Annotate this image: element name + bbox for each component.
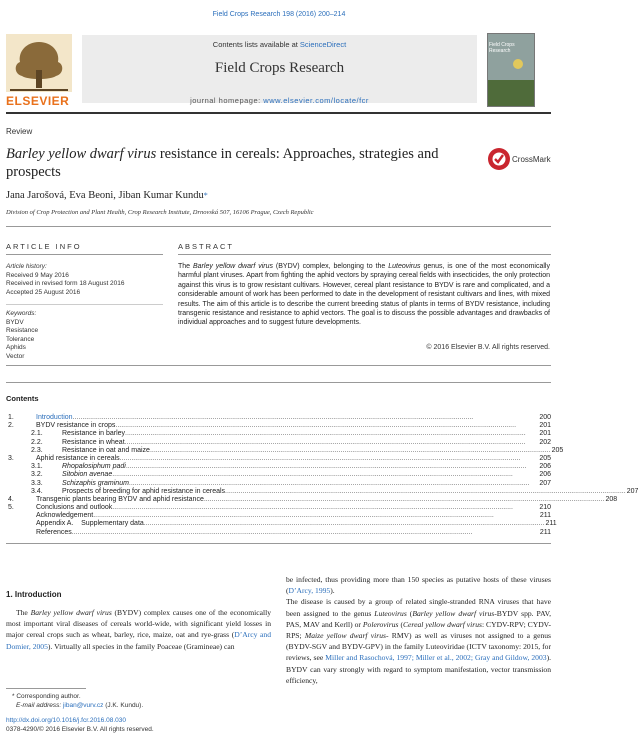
article-type: Review [6, 127, 33, 136]
toc-leader: .............................................................................................................................................................................................................. [203, 495, 605, 503]
contents-heading: Contents [6, 394, 39, 403]
journal-reference[interactable]: Field Crops Research 198 (2016) 200–214 [212, 11, 346, 18]
abstract-part: (BYDV) complex, belonging to the [272, 263, 389, 270]
abstract-italic: Luteovirus [388, 263, 421, 270]
toc-page: 206 [539, 463, 551, 471]
cover-title-text: Field Crops Research [489, 42, 515, 54]
toc-page: 211 [539, 528, 551, 536]
toc-item[interactable] [6, 446, 564, 455]
text-run: ). BYDV can vary strongly with regard to symptom manifestation, vector transmission efficiency, [286, 653, 551, 685]
toc-page: 211 [545, 520, 557, 528]
toc-title[interactable]: BYDV resistance in crops [36, 422, 116, 430]
text-run: Maize yellow dwarf virus [304, 631, 386, 641]
journal-homepage-line [82, 96, 477, 105]
toc-leader: .............................................................................................................................................................................................................. [124, 438, 526, 446]
contents-bottom-rule [6, 543, 551, 544]
toc-page: 201 [539, 422, 551, 430]
toc-title[interactable]: Resistance in oat and maize [62, 446, 150, 454]
citation-link[interactable]: D’Arcy, 1995 [288, 586, 331, 596]
header-divider [6, 112, 551, 114]
abstract-part: The [178, 263, 193, 270]
toc-item[interactable] [6, 495, 618, 504]
toc-item[interactable] [6, 463, 551, 471]
toc-title[interactable]: References [36, 528, 72, 536]
intro-left-column [6, 607, 271, 652]
toc-number [6, 512, 36, 520]
toc-number: 3.1. [31, 463, 43, 471]
toc-item[interactable] [6, 504, 551, 512]
history-received: Received 9 May 2016 [6, 271, 69, 279]
toc-item[interactable] [6, 422, 551, 430]
table-of-contents [6, 414, 638, 537]
abstract-italic: Barley yellow dwarf virus [193, 263, 273, 270]
toc-leader: .............................................................................................................................................................................................................. [128, 479, 530, 487]
footnote-corresponding: * Corresponding author. [12, 693, 81, 700]
toc-title[interactable]: Schizaphis graminum [62, 479, 129, 487]
toc-leader: .............................................................................................................................................................................................................. [93, 512, 494, 520]
sciencedirect-link[interactable]: ScienceDirect [299, 40, 347, 49]
toc-item[interactable] [6, 414, 551, 422]
intro-right-column [286, 574, 551, 686]
toc-page: 202 [539, 438, 551, 446]
footnote-email-line [6, 701, 276, 710]
toc-item[interactable] [6, 529, 551, 537]
keyword-item: Vector [6, 352, 25, 360]
text-run: : CYDV-RPV; CYDV-RPS; [286, 619, 551, 641]
toc-number [6, 520, 36, 528]
toc-page: 207 [539, 479, 551, 487]
text-run: The [16, 608, 31, 617]
toc-title[interactable]: Resistance in wheat [62, 438, 125, 446]
text-run: (BYDV) complex causes one of the economically most important viral diseases of cereals world-wide, with significant yield losses in major cereal crops such as wheat, barley, rice, maize, oat and rye-grass ( [6, 608, 271, 640]
history-label: Article history: [6, 263, 47, 270]
issn-line: 0378-4290/© 2016 Elsevier B.V. All rights reserved. [6, 726, 154, 733]
toc-item[interactable] [6, 471, 551, 479]
toc-number: 3.2. [31, 471, 43, 479]
citation-link[interactable]: Miller and Rasochová, 1997; Miller et al., 2002; Gray and Gildow, 2003 [325, 653, 547, 663]
email-label: E-mail address: [16, 702, 63, 709]
journal-title: Field Crops Research [214, 60, 345, 76]
text-run: -BYDV spp. PAV, PAS, MAV and Kerll) or [286, 608, 551, 629]
keyword-item: Tolerance [6, 335, 35, 343]
toc-page: 205 [539, 454, 551, 462]
toc-number: 3.3. [31, 479, 43, 487]
toc-leader: .............................................................................................................................................................................................................. [119, 454, 521, 462]
toc-leader: .............................................................................................................................................................................................................. [149, 446, 551, 454]
text-run: - RMV) as well as viruses not assigned to a genus (BYDV-SGV and BYDV-GPV) in the family Luteoviridae (ICTV taxonomy: 2015, for reviews, see [286, 631, 551, 663]
text-run: Barley yellow dwarf virus [412, 608, 495, 618]
text-run: ( [398, 619, 403, 629]
abstract-text [178, 262, 550, 328]
toc-number: 2.2. [31, 438, 43, 446]
history-accepted: Accepted 25 August 2016 [6, 288, 81, 296]
article-info-rule [6, 254, 163, 255]
toc-item[interactable] [6, 487, 638, 496]
toc-number: 2.3. [31, 446, 43, 454]
crossmark-label: CrossMark [512, 155, 551, 164]
toc-title[interactable]: Acknowledgement [36, 512, 94, 520]
text-run: ( [406, 608, 413, 618]
email-suffix: (J.K. Kundu). [103, 702, 144, 709]
article-title-italic: Barley yellow dwarf virus [6, 146, 157, 162]
homepage-link[interactable]: www.elsevier.com/locate/fcr [263, 96, 369, 105]
toc-item[interactable] [6, 455, 551, 463]
toc-number: 2. [8, 422, 14, 430]
toc-leader: .............................................................................................................................................................................................................. [225, 487, 626, 495]
toc-title[interactable]: Resistance in barley [62, 430, 126, 438]
toc-title[interactable]: Conclusions and outlook [36, 504, 113, 512]
keyword-item: Resistance [6, 327, 39, 334]
meta-divider [6, 226, 551, 227]
footnotes [6, 692, 276, 734]
article-info-heading: ARTICLE INFO [6, 242, 82, 251]
toc-number: 4. [8, 495, 14, 503]
toc-leader: .............................................................................................................................................................................................................. [125, 430, 526, 438]
toc-number: 1. [8, 414, 14, 421]
toc-number: 5. [8, 504, 14, 512]
contents-top-rule [6, 382, 551, 383]
toc-page: 207 [626, 487, 638, 495]
toc-title[interactable]: Sitobion avenae [62, 471, 113, 479]
toc-page: 208 [605, 495, 618, 503]
text-run: Barley yellow dwarf virus [30, 608, 112, 617]
article-title [6, 145, 466, 181]
text-run: be infected, thus providing more than 150 species as putative hosts of these viruses ( [286, 575, 551, 596]
citation-link[interactable]: D’Arcy and Domier, 2005 [6, 630, 271, 651]
text-run: Luteovirus [374, 608, 407, 618]
toc-page: 210 [539, 504, 551, 512]
toc-item[interactable] [6, 480, 551, 488]
keywords-label: Keywords: [6, 310, 37, 317]
toc-number [6, 529, 36, 537]
toc-title[interactable]: Rhopalosiphum padi [62, 463, 126, 471]
text-run: ). The disease is caused by a group of related single-stranded RNA viruses that have been assigned to the genus [286, 586, 551, 618]
crossmark-badge[interactable] [487, 145, 551, 173]
toc-title[interactable]: Transgenic plants bearing BYDV and aphid resistance [36, 495, 204, 503]
toc-title[interactable]: Introduction [36, 414, 73, 421]
toc-leader: .............................................................................................................................................................................................................. [72, 414, 474, 421]
text-run: Polerovirus [362, 619, 399, 629]
toc-item[interactable] [6, 439, 551, 447]
author-list [6, 190, 208, 201]
contents-available-prefix: Contents lists available at [212, 40, 300, 49]
section-heading-introduction: 1. Introduction [6, 590, 62, 599]
text-run: Cereal yellow dwarf virus [402, 619, 482, 629]
toc-number: 2.1. [31, 430, 43, 438]
toc-item[interactable] [6, 512, 551, 520]
toc-leader: .............................................................................................................................................................................................................. [143, 520, 545, 528]
toc-item[interactable] [6, 430, 551, 438]
email-link[interactable]: jiban@vurv.cz [62, 702, 104, 709]
authors-names: Jana Jarošová, Eva Beoni, Jiban Kumar Kundu [6, 190, 204, 201]
toc-title[interactable]: Aphid resistance in cereals [36, 454, 120, 462]
toc-leader: .............................................................................................................................................................................................................. [71, 528, 473, 536]
doi-link[interactable]: http://dx.doi.org/10.1016/j.fcr.2016.08.030 [6, 717, 126, 724]
abstract-bottom-rule [6, 365, 551, 366]
text-run: ). Virtually all species in the family Poaceae (Gramineae) can [47, 641, 235, 651]
toc-page: 206 [539, 471, 551, 479]
abstract-heading: ABSTRACT [178, 242, 235, 251]
toc-number: 3. [8, 454, 14, 462]
keyword-item: BYDV [6, 318, 24, 326]
corresponding-author-mark[interactable]: * [203, 191, 208, 200]
article-history [6, 263, 166, 297]
toc-title[interactable]: Prospects of breeding for aphid resistance in cereals [62, 487, 226, 495]
toc-title[interactable]: Appendix A. Supplementary data [36, 520, 144, 528]
toc-leader: .............................................................................................................................................................................................................. [112, 471, 513, 479]
keyword-item: Aphids [6, 344, 26, 351]
history-revised: Received in revised form 18 August 2016 [6, 280, 125, 287]
toc-leader: .............................................................................................................................................................................................................. [115, 422, 517, 430]
toc-number: 3.4. [31, 487, 43, 495]
abstract-copyright: © 2016 Elsevier B.V. All rights reserved. [426, 344, 550, 351]
toc-leader: .............................................................................................................................................................................................................. [125, 463, 527, 471]
toc-page: 201 [539, 430, 551, 438]
footnote-rule [6, 688, 86, 689]
keywords-rule [6, 304, 163, 305]
toc-page: 205 [551, 446, 564, 454]
toc-leader: .............................................................................................................................................................................................................. [112, 504, 513, 512]
abstract-rule [178, 254, 551, 255]
abstract-part: genus, is one of the most economically harmful plant viruses. Apart from fighting the aphid vectors by spraying cereal fields with insecticides, the only protection against this virus is to grow resistant cultivars. However, cereal plant resistance to BYDV is rare and complicated, and a considerable amount of work has been performed to date in the development of resistant cultivars and lines, with mixed results. The aim of this article is to describe the current breeding status of plants in terms of BYDV resistance, including transgenic resistance and resistance to aphid vectors. The goal is to discuss the possible advantages and drawbacks of individual approaches and to suggest future developments. [178, 263, 550, 327]
contents-available-line [82, 40, 477, 49]
publisher-logo-text[interactable]: ELSEVIER [6, 94, 70, 108]
toc-item[interactable] [6, 520, 557, 528]
author-affiliation: Division of Crop Protection and Plant Health, Crop Research Institute, Drnovská 507, 16106 Prague, Czech Republic [6, 209, 314, 216]
homepage-prefix: journal homepage: [190, 96, 264, 105]
toc-page: 211 [539, 512, 551, 520]
toc-page: 200 [539, 414, 551, 421]
keywords-block [6, 310, 166, 361]
article-title-rest: resistance in cereals: Approaches, strategies and prospects [6, 146, 439, 180]
